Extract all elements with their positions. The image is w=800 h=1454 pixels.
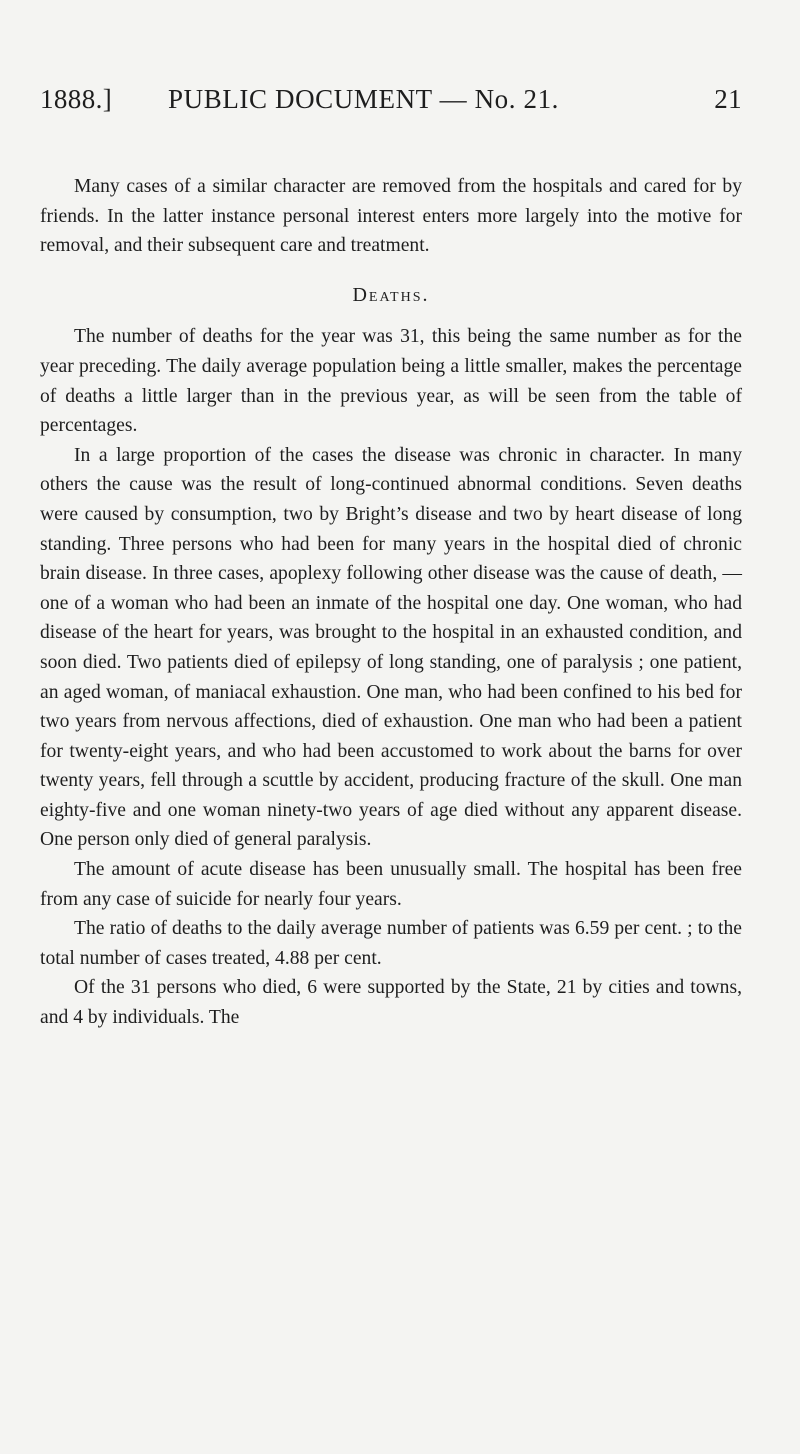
deaths-paragraph-1: The number of deaths for the year was 31, this being the same number as for the year preceding. The daily average population being a little smaller, makes the percentage of deaths a little larger than in the previous year, as will be seen from the table of percentages. xyxy=(40,326,742,437)
deaths-paragraph-5: Of the 31 persons who died, 6 were supported by the State, 21 by cities and towns, and 4 by individuals. The xyxy=(40,977,742,1029)
body-text xyxy=(40,172,742,1033)
running-head xyxy=(40,84,742,124)
deaths-paragraph-3: The amount of acute disease has been unusually small. The hospital has been free from any case of suicide for nearly four years. xyxy=(40,859,742,910)
section-heading-deaths: Deaths. xyxy=(352,283,430,306)
deaths-paragraph-2: In a large proportion of the cases the disease was chronic in character. In many others the cause was the result of long-continued abnormal conditions. Seven deaths were caused by consumption, two by Bright’s disease and two by heart disease of long standing. Three persons who had been for many years in the hospital died of chronic brain disease. In three cases, apoplexy following other disease was the cause of death, — one of a woman who had been an inmate of the hospital one day. One woman, who had disease of the heart for years, was brought to the hospital in an exhausted condition, and soon died. Two patients died of epilepsy of long standing, one of paralysis ; one patient, an aged woman, of maniacal exhaustion. One man, who had been confined to his bed for two years from nervous affections, died of exhaustion. One man who had been a patient for twenty-eight years, and who had been accustomed to work about the barns for over twenty years, fell through a scuttle by accident, producing fracture of the skull. One man eighty-five and one woman ninety-two years of age died without any apparent disease. One person only died of general paralysis. xyxy=(40,444,742,851)
page-number: 21 xyxy=(714,84,742,114)
intro-paragraph: Many cases of a similar character are removed from the hospitals and cared for by friends. In the latter instance personal interest enters more largely into the motive for removal, and their subsequent care and treatment. xyxy=(40,176,742,257)
header-title: PUBLIC DOCUMENT — No. 21. xyxy=(168,84,560,114)
document-page xyxy=(40,84,742,1033)
deaths-paragraph-4: The ratio of deaths to the daily average number of patients was 6.59 per cent. ; to the total number of cases treated, 4.88 per cent. xyxy=(40,918,742,969)
header-year: 1888.] xyxy=(40,84,113,114)
